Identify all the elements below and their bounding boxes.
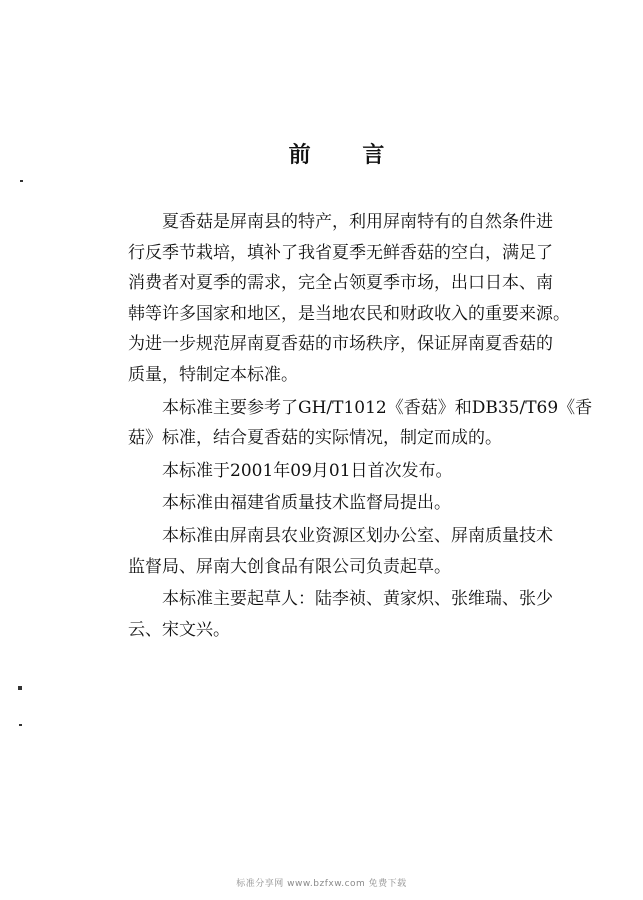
text-line: 夏香菇是屏南县的特产，利用屏南特有的自然条件进 (162, 212, 553, 232)
text-line: 本标准主要参考了GH/T1012《香菇》和DB35/T69《香 (162, 397, 593, 418)
text-line: 本标准于2001年09月01日首次发布。 (162, 460, 453, 481)
text-line: 本标准由屏南县农业资源区划办公室、屏南质量技术 (162, 525, 553, 546)
paragraph-1 (128, 207, 598, 391)
text-line: 本标准主要起草人：陆李祯、黄家炽、张维瑞、张少 (162, 589, 553, 610)
text-line: 菇》标准，结合夏香菇的实际情况，制定而成的。 (128, 428, 502, 449)
text-line: 行反季节栽培，填补了我省夏季无鲜香菇的空白，满足了 (128, 242, 553, 263)
footer-watermark: 标准分享网 www.bzfxw.com 免费下载 (236, 879, 407, 889)
text-line: 消费者对夏季的需求，完全占领夏季市场，出口日本、南 (128, 273, 553, 294)
text-line: 质量，特制定本标准。 (128, 364, 298, 385)
page-title: 前 言 (288, 142, 407, 168)
foreword-body (128, 207, 598, 645)
paragraph-5 (128, 521, 598, 582)
scan-speck (20, 180, 23, 182)
text-line: 云、宋文兴。 (128, 619, 230, 640)
text-line: 为进一步规范屏南夏香菇的市场秩序，保证屏南夏香菇的 (128, 334, 553, 355)
paragraph-4 (128, 488, 598, 519)
text-line: 韩等许多国家和地区，是当地农民和财政收入的重要来源。 (128, 303, 570, 324)
text-line: 监督局、屏南大创食品有限公司负责起草。 (128, 556, 451, 577)
paragraph-6 (128, 584, 598, 645)
text-line: 本标准由福建省质量技术监督局提出。 (162, 493, 451, 514)
paragraph-3 (128, 456, 598, 487)
scan-speck (18, 686, 22, 690)
scan-speck (19, 724, 22, 726)
paragraph-2 (128, 393, 598, 454)
